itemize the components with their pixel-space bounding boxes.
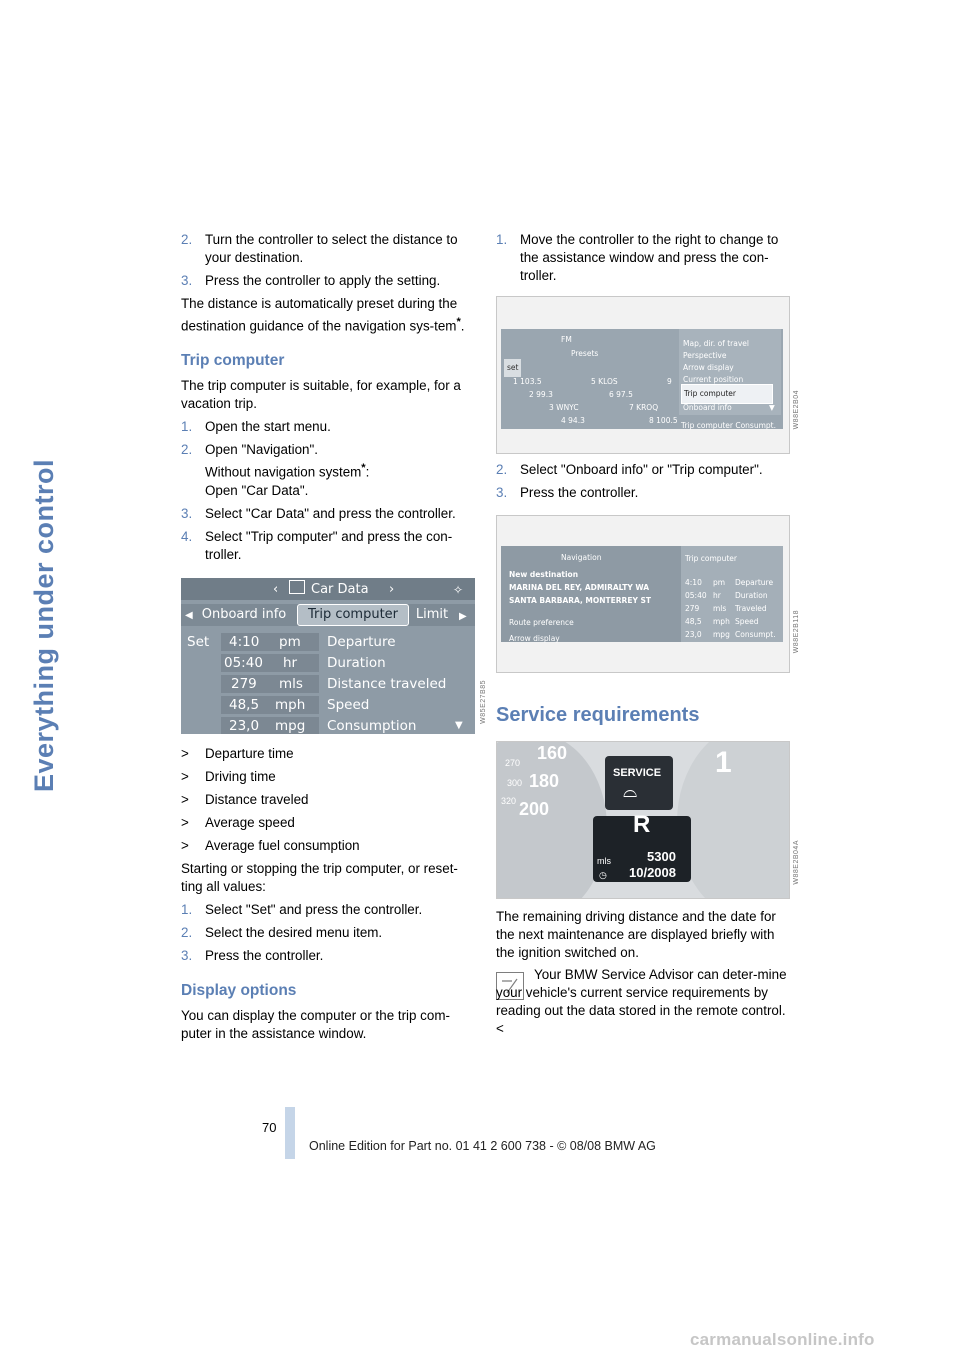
chevron-right-icon: › (389, 582, 395, 597)
paragraph: The trip computer is suitable, for example, for a vacation trip. (181, 378, 461, 412)
step-item: 2. Select the desired menu item. (181, 925, 383, 940)
car-data-screen (181, 578, 475, 734)
tachometer-dial (677, 741, 790, 899)
table-row[interactable]: 48,5 mph Speed (229, 697, 370, 713)
right-column-steps (496, 461, 791, 507)
set-label[interactable]: Set (187, 634, 210, 650)
paragraph: Starting or stopping the trip computer, or reset-ting all values: (181, 861, 458, 894)
table-row[interactable]: 4:10 pm Departure (229, 634, 396, 650)
step-item: 2. Turn the controller to select the distance to your destination. (181, 232, 458, 265)
figure-code: W85E27B85 (480, 680, 487, 724)
left-column (181, 231, 476, 569)
step-item: 3. Select "Car Data" and press the controller. (181, 505, 456, 521)
paragraph: The distance is automatically preset during the destination guidance of the navigation sys-tem*. (181, 296, 465, 334)
assistance-window-figure (496, 296, 790, 454)
step-item: 3. Press the controller to apply the setting. (181, 273, 441, 288)
list-item: > Average speed (181, 815, 295, 830)
list-item: > Average fuel consumption (181, 838, 360, 853)
page-number: 70 (262, 1120, 277, 1135)
note-paragraph: Your BMW Service Advisor can deter-mine your vehicle's current service requirements by reading out the data stored in the remote control.< (496, 967, 787, 1036)
step-item: 2. Select "Onboard info" or "Trip computer". (496, 462, 763, 477)
clock-icon: ◷ (599, 870, 607, 880)
list-item: > Distance traveled (181, 792, 309, 807)
figure-code: W88E2B04A (793, 840, 800, 885)
section-heading-display-options: Display options (181, 982, 297, 999)
figure-code: W88E2B04 (793, 390, 800, 430)
edition-notice: Online Edition for Part no. 01 41 2 600 738 - © 08/08 BMW AG (309, 1139, 656, 1153)
table-row[interactable]: 05:40 hr Duration (224, 655, 386, 671)
step-item: 1. Move the controller to the right to change to the assistance window and press the con-troller. (496, 232, 779, 283)
car-data-icon (289, 580, 305, 594)
right-column (496, 231, 791, 290)
car-data-tabs (181, 604, 475, 626)
navigation-figure (496, 515, 790, 673)
step-item: 3. Press the controller. (181, 948, 324, 963)
table-row[interactable]: 23,0 mpg Consumption ▼ (229, 718, 463, 734)
tab-limit[interactable]: Limit (415, 607, 449, 622)
service-text (496, 908, 791, 967)
list-item: > Driving time (181, 769, 276, 784)
step-item: 1. Select "Set" and press the controller. (181, 902, 423, 917)
step-item: 2. Open "Navigation". Without navigation system*: Open "Car Data". (181, 442, 370, 498)
step-item: 3. Press the controller. (496, 485, 639, 500)
assistance-menu: Map, dir. of travel Perspective Arrow display Current position Trip computer Onboard info ▼ (679, 329, 781, 415)
step-item: 4. Select "Trip computer" and press the con-troller. (181, 528, 453, 562)
paragraph: The remaining driving distance and the date for the next maintenance are displayed briefly with the ignition switched on. (496, 909, 776, 960)
left-column-lower (181, 745, 476, 1048)
section-heading-service: Service requirements (496, 704, 700, 726)
paragraph: You can display the computer or the trip com-puter in the assistance window. (181, 1008, 450, 1041)
service-display-figure: 160 180 200 270 300 320 1 SERVICE ⌓ R mls 5300 10/2008 ◷ (496, 741, 790, 899)
scroll-down-icon: ▼ (455, 720, 463, 731)
tab-onboard-info[interactable]: Onboard info (201, 607, 287, 622)
step-item: 1. Open the start menu. (181, 419, 331, 435)
service-indicator: SERVICE ⌓ (605, 756, 673, 810)
arrow-left-icon: ◀ (185, 610, 193, 621)
odometer-display: R mls 5300 10/2008 ◷ (593, 816, 691, 882)
radio-screen: FM Presets set 1 103.5 5 KLOS 9 2 99.3 6 97.5 3 WNYC 7 KROQ 4 94.3 8 100.5 Map, dir. of travel Perspective Arrow display Current position Trip computer Onboard info ▼ Trip computer Consumpt. (501, 329, 783, 429)
chapter-title: Everything under control (29, 458, 59, 792)
section-heading-trip-computer: Trip computer (181, 352, 285, 370)
footer-bar (285, 1107, 295, 1159)
watermark: carmanualsonline.info (690, 1330, 875, 1349)
tab-trip-computer[interactable]: Trip computer (297, 604, 409, 626)
expand-icon: ✧ (453, 583, 464, 597)
chevron-left-icon: ‹ (273, 582, 279, 597)
trip-computer-panel: Trip computer 4:10 pm Departure 05:40 hr Duration 279 mls Traveled 48,5 mph Speed 23,0 mpg Consumpt. (681, 546, 783, 642)
list-item: > Departure time (181, 746, 294, 761)
arrow-right-icon: ▶ (459, 611, 467, 622)
nav-screen: Navigation New destination MARINA DEL REY, ADMIRALTY WA SANTA BARBARA, MONTERREY ST Route preference Arrow display Trip computer 4:10 pm Departure 05:40 hr Duration 279 mls Traveled 48,5 mph Speed 23,0 mpg Consumpt. (501, 546, 783, 642)
figure-code: W88E2B118 (793, 610, 800, 654)
car-data-title-bar: ‹ Car Data › ✧ (181, 578, 475, 600)
table-row[interactable]: 279 mls Distance traveled (231, 676, 447, 692)
car-icon: ⌓ (623, 781, 638, 801)
scroll-down-icon: ▼ (769, 403, 775, 412)
